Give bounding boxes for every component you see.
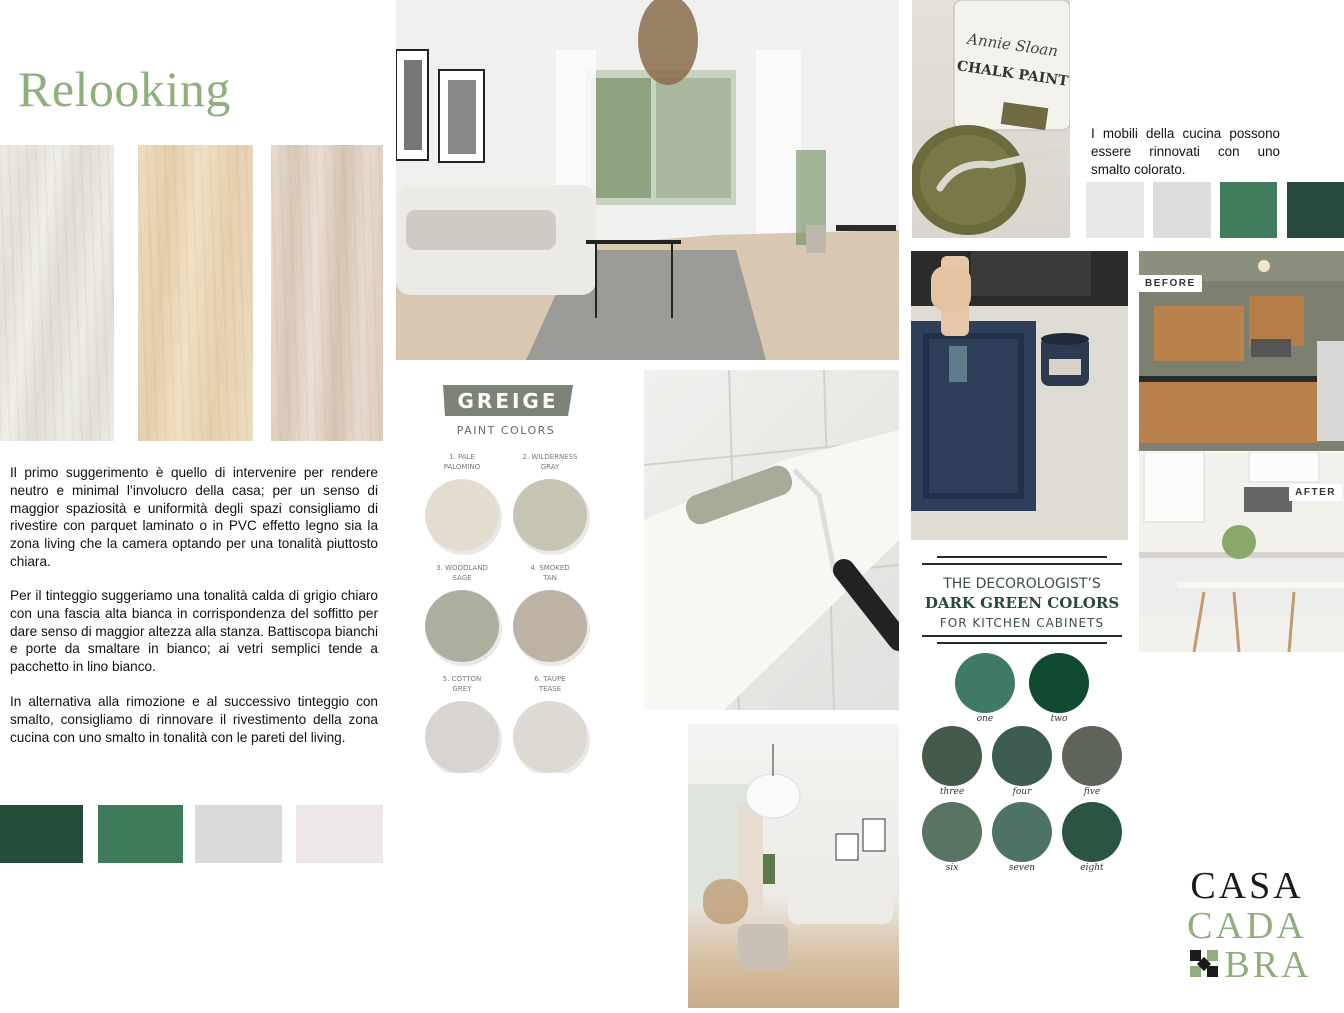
greige-swatch-name: GRAY [540, 463, 560, 471]
greige-swatch-number: 6. TAUPE [534, 675, 566, 683]
dark-green-swatch [992, 726, 1052, 786]
dark-green-swatch-label: two [1050, 714, 1068, 724]
dg-line3: FOR KITCHEN CABINETS [939, 616, 1105, 630]
greige-swatch-name: TEASE [538, 685, 562, 693]
dark-green-swatch-label: one [976, 714, 994, 724]
wood-sample-natural [138, 145, 253, 441]
swatch-light-grey [195, 805, 282, 863]
logo-line2: CADA [1187, 905, 1307, 947]
kitchen-swatch-green [1220, 182, 1277, 238]
paragraph-painting: Per il tinteggio suggeriamo una tonalità calda di grigio chiaro con una fascia alta bianca in corrispondenza del soffitto per dare senso di maggior altezza alla stanza. Battiscopa bianchi e porte da smaltare in bianco; ai vetri semplici tende a pacchetto in lino bianco. [10, 588, 379, 675]
dark-green-swatch-label: eight [1080, 863, 1104, 873]
swatch-off-white [296, 805, 383, 863]
dark-green-swatch-label: seven [1008, 863, 1036, 873]
greige-swatch-number: 2. WILDERNESS [522, 453, 578, 461]
greige-heading: GREIGE [457, 389, 559, 413]
swatch-dark-green [0, 805, 83, 863]
greige-swatch-name: PALOMINO [443, 463, 481, 471]
greige-swatch [513, 590, 587, 662]
greige-paint-card [415, 378, 595, 773]
kitchen-swatch-grey [1153, 182, 1211, 238]
wood-sample-white [0, 145, 114, 441]
logo-line1: CASA [1190, 865, 1304, 907]
chalk-brand: Annie Sloan [966, 29, 1060, 61]
greige-swatch [513, 701, 587, 773]
bright-living-photo [688, 724, 899, 1008]
page-title: Relooking [18, 61, 231, 117]
chalk-product: CHALK PAINT [955, 58, 1070, 90]
dark-green-swatch-label: five [1083, 787, 1101, 797]
paragraph-kitchen: In alternativa alla rimozione e al successivo tinteggio con smalto, consigliamo di rinnovare il rivestimento della zona cucina con uno smalto in tonalità con le pareti del living. [10, 694, 378, 745]
chalk-paint-photo [912, 0, 1070, 238]
dg-line2: DARK GREEN COLORS [924, 594, 1120, 612]
greige-swatch-name: GREY [452, 685, 472, 693]
greige-swatch [425, 701, 499, 773]
dark-green-swatch [1062, 726, 1122, 786]
greige-swatch-number: 3. WOODLAND [436, 564, 488, 572]
dark-green-swatch [922, 802, 982, 862]
kitchen-after-photo [1139, 452, 1344, 652]
swatch-green [98, 805, 183, 863]
greige-swatch [425, 590, 499, 662]
dark-green-swatch [955, 653, 1015, 713]
greige-subheading: PAINT COLORS [456, 424, 556, 437]
dg-line1: THE DECOROLOGIST’S [943, 576, 1101, 592]
greige-swatch [425, 479, 499, 551]
greige-swatch-name: TAN [543, 574, 557, 582]
greige-swatch-number: 1. PALE [449, 453, 475, 461]
paint-roller-photo [644, 370, 899, 710]
dark-green-swatch-label: six [945, 863, 959, 873]
greige-swatch-number: 4. SMOKED [530, 564, 570, 572]
logo-ornament-icon [1190, 950, 1218, 977]
dark-green-colors-card [917, 553, 1127, 883]
dark-green-swatch [1062, 802, 1122, 862]
paragraph-flooring: Il primo suggerimento è quello di intervenire per rendere neutro e minimal l’involucro della casa; per un senso di maggior spaziosità e uniformità degli spazi consigliamo di rivestire con parquet laminato o in PVC effetto legno sia la zona living che la camera optando per una tonalità piuttosto chiara. [10, 465, 378, 569]
greige-swatch-name: SAGE [452, 574, 472, 582]
casacadabra-logo [1150, 835, 1344, 1008]
kitchen-swatch-dark-green [1287, 182, 1344, 238]
dark-green-swatch [1029, 653, 1089, 713]
dark-green-swatch-label: four [1012, 787, 1032, 797]
before-label: BEFORE [1139, 275, 1202, 292]
living-room-photo [396, 0, 899, 360]
logo-line3: BRA [1224, 944, 1312, 986]
after-label: AFTER [1289, 484, 1342, 501]
kitchen-swatch-white [1086, 182, 1144, 238]
dark-green-swatch [992, 802, 1052, 862]
wood-sample-washed [271, 145, 383, 441]
greige-swatch [513, 479, 587, 551]
dark-green-swatch-label: three [939, 787, 965, 797]
dark-green-swatch [922, 726, 982, 786]
greige-swatch-number: 5. COTTON [442, 675, 482, 683]
kitchen-before-photo [1139, 251, 1344, 451]
kitchen-note: I mobili della cucina possono essere rinnovati con uno smalto colorato. [1091, 126, 1280, 177]
painting-cabinet-photo [911, 251, 1128, 540]
